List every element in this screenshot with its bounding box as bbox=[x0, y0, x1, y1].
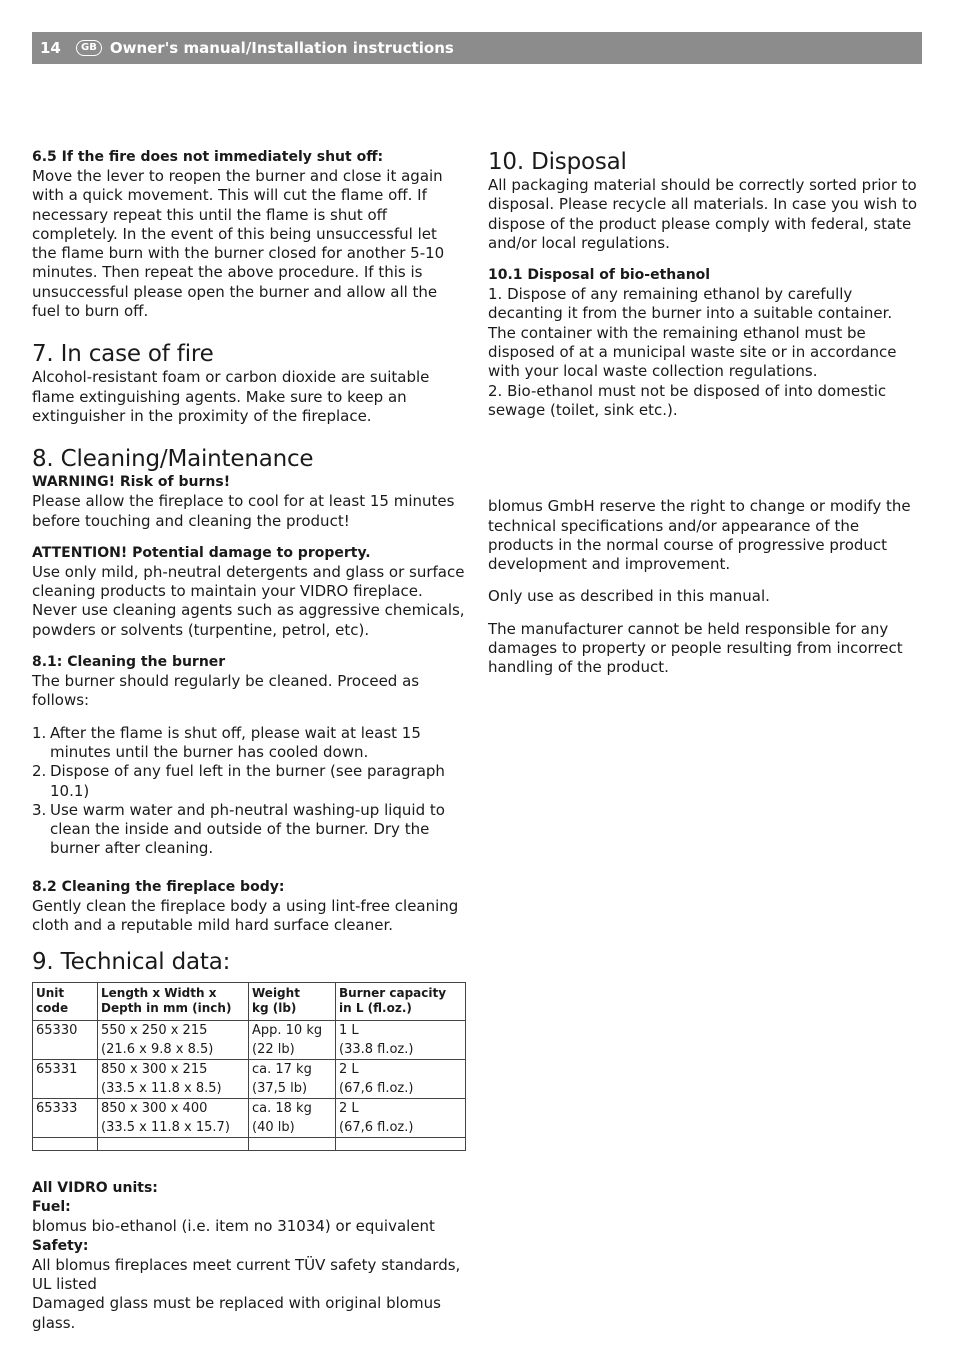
section-8-2-heading: 8.2 Cleaning the fireplace body: bbox=[32, 878, 285, 895]
table-row bbox=[33, 1099, 466, 1138]
section-10-1-item-2: 2. Bio-ethanol must not be disposed of into domestic sewage (toilet, sink etc.). bbox=[488, 381, 887, 419]
section-8-2-text: Gently clean the fireplace body a using lint-free cleaning cloth and a reputable mild hard surface cleaner. bbox=[32, 896, 459, 935]
header-title: Owner's manual/Installation instructions bbox=[109, 39, 454, 57]
column-header: Burner capacity in L (fl.oz.) bbox=[336, 983, 466, 1021]
fuel-text: blomus bio-ethanol (i.e. item no 31034) or equivalent bbox=[32, 1217, 435, 1236]
warning-heading: WARNING! Risk of burns! bbox=[32, 474, 231, 491]
table-cell: 65333 bbox=[33, 1099, 98, 1138]
column-header: Weight kg (lb) bbox=[249, 983, 336, 1021]
table-cell: 2 L (67,6 fl.oz.) bbox=[336, 1099, 466, 1138]
table-row bbox=[33, 1021, 466, 1060]
section-7-text: Alcohol-resistant foam or carbon dioxide are suitable flame extinguishing agents. Make sure to keep an extinguisher in the proximity of the fireplace. bbox=[32, 368, 430, 425]
list-item: 2. Dispose of any fuel left in the burner (see paragraph 10.1) bbox=[32, 762, 445, 800]
language-badge: GB bbox=[76, 40, 102, 56]
list-item: 3. Use warm water and ph-neutral washing-up liquid to clean the inside and outside of the burner. Dry the burner after cleaning. bbox=[32, 800, 445, 858]
technical-data-table bbox=[32, 982, 466, 1151]
fuel-heading: Fuel: bbox=[32, 1199, 71, 1216]
page-number: 14 bbox=[40, 39, 61, 57]
section-7-title: 7. In case of fire bbox=[32, 341, 214, 368]
table-cell: 2 L (67,6 fl.oz.) bbox=[336, 1060, 466, 1099]
section-10-text: All packaging material should be correctly sorted prior to disposal. Please recycle all materials. In case you wish to dispose of the product please comply with federal, state and/or local regulations. bbox=[488, 176, 918, 252]
section-9-title: 9. Technical data: bbox=[32, 949, 231, 976]
list-item: 1. After the flame is shut off, please wait at least 15 minutes until the burner has cooled down. bbox=[32, 723, 421, 761]
cleaning-steps-list bbox=[32, 724, 466, 859]
table-cell: 1 L (33.8 fl.oz.) bbox=[336, 1021, 466, 1060]
table-cell: 65330 bbox=[33, 1021, 98, 1060]
table-cell: 65331 bbox=[33, 1060, 98, 1099]
safety-text: All blomus fireplaces meet current TÜV safety standards, UL listed bbox=[32, 1255, 461, 1293]
table-cell: ca. 17 kg (37,5 lb) bbox=[249, 1060, 336, 1099]
glass-text: Damaged glass must be replaced with original blomus glass. bbox=[32, 1294, 441, 1332]
all-units-heading: All VIDRO units: bbox=[32, 1180, 158, 1197]
warning-text: Please allow the fireplace to cool for at least 15 minutes before touching and cleaning the product! bbox=[32, 492, 455, 530]
section-10-1-item-1: 1. Dispose of any remaining ethanol by carefully decanting it from the burner into a suitable container. The container with the remaining ethanol must be disposed of at a municipal waste site or in accordance with your local waste collection regulations. bbox=[488, 285, 897, 381]
attention-heading: ATTENTION! Potential damage to property. bbox=[32, 544, 371, 561]
rights-notice: blomus GmbH reserve the right to change or modify the technical specifications and/or appearance of the products in the normal course of progressive product development and improvement. bbox=[488, 497, 911, 574]
table-row bbox=[33, 1060, 466, 1099]
section-8-1-text: The burner should regularly be cleaned. Proceed as follows: bbox=[32, 672, 420, 710]
safety-heading: Safety: bbox=[32, 1237, 89, 1254]
table-cell: 550 x 250 x 215 (21.6 x 9.8 x 8.5) bbox=[98, 1021, 249, 1060]
section-10-1-heading: 10.1 Disposal of bio-ethanol bbox=[488, 267, 711, 284]
table-cell: 850 x 300 x 400 (33.5 x 11.8 x 15.7) bbox=[98, 1099, 249, 1138]
column-header: Length x Width x Depth in mm (inch) bbox=[98, 983, 249, 1021]
table-header-row bbox=[33, 983, 466, 1021]
liability-notice: The manufacturer cannot be held responsible for any damages to property or people resulting from incorrect handling of the product. bbox=[488, 619, 903, 677]
attention-text: Use only mild, ph-neutral detergents and glass or surface cleaning products to maintain your VIDRO fireplace. Never use cleaning agents such as aggressive chemicals, powders or solvents (turpentine, petrol, etc). bbox=[32, 562, 465, 639]
section-8-title: 8. Cleaning/Maintenance bbox=[32, 446, 314, 473]
page-header bbox=[32, 32, 922, 64]
right-column bbox=[488, 148, 924, 678]
table-cell: App. 10 kg (22 lb) bbox=[249, 1021, 336, 1060]
usage-notice: Only use as described in this manual. bbox=[488, 587, 770, 606]
section-6-5-text: Move the lever to reopen the burner and close it again with a quick movement. This will cut the flame off. If necessary repeat this until the flame is shut off completely. In the event of this being unsuccessful let the flame burn with the burner closed for another 5-10 minutes. Then repeat the above procedure. If this is unsuccessful please open the burner and allow all the fuel to burn off. bbox=[32, 167, 445, 321]
left-column bbox=[32, 148, 466, 1333]
column-header: Unit code bbox=[33, 983, 98, 1021]
section-6-5-heading: 6.5 If the fire does not immediately shut off: bbox=[32, 149, 384, 165]
table-cell: ca. 18 kg (40 lb) bbox=[249, 1099, 336, 1138]
section-8-1-heading: 8.1: Cleaning the burner bbox=[32, 654, 226, 671]
table-cell: 850 x 300 x 215 (33.5 x 11.8 x 8.5) bbox=[98, 1060, 249, 1099]
section-10-title: 10. Disposal bbox=[488, 149, 627, 175]
